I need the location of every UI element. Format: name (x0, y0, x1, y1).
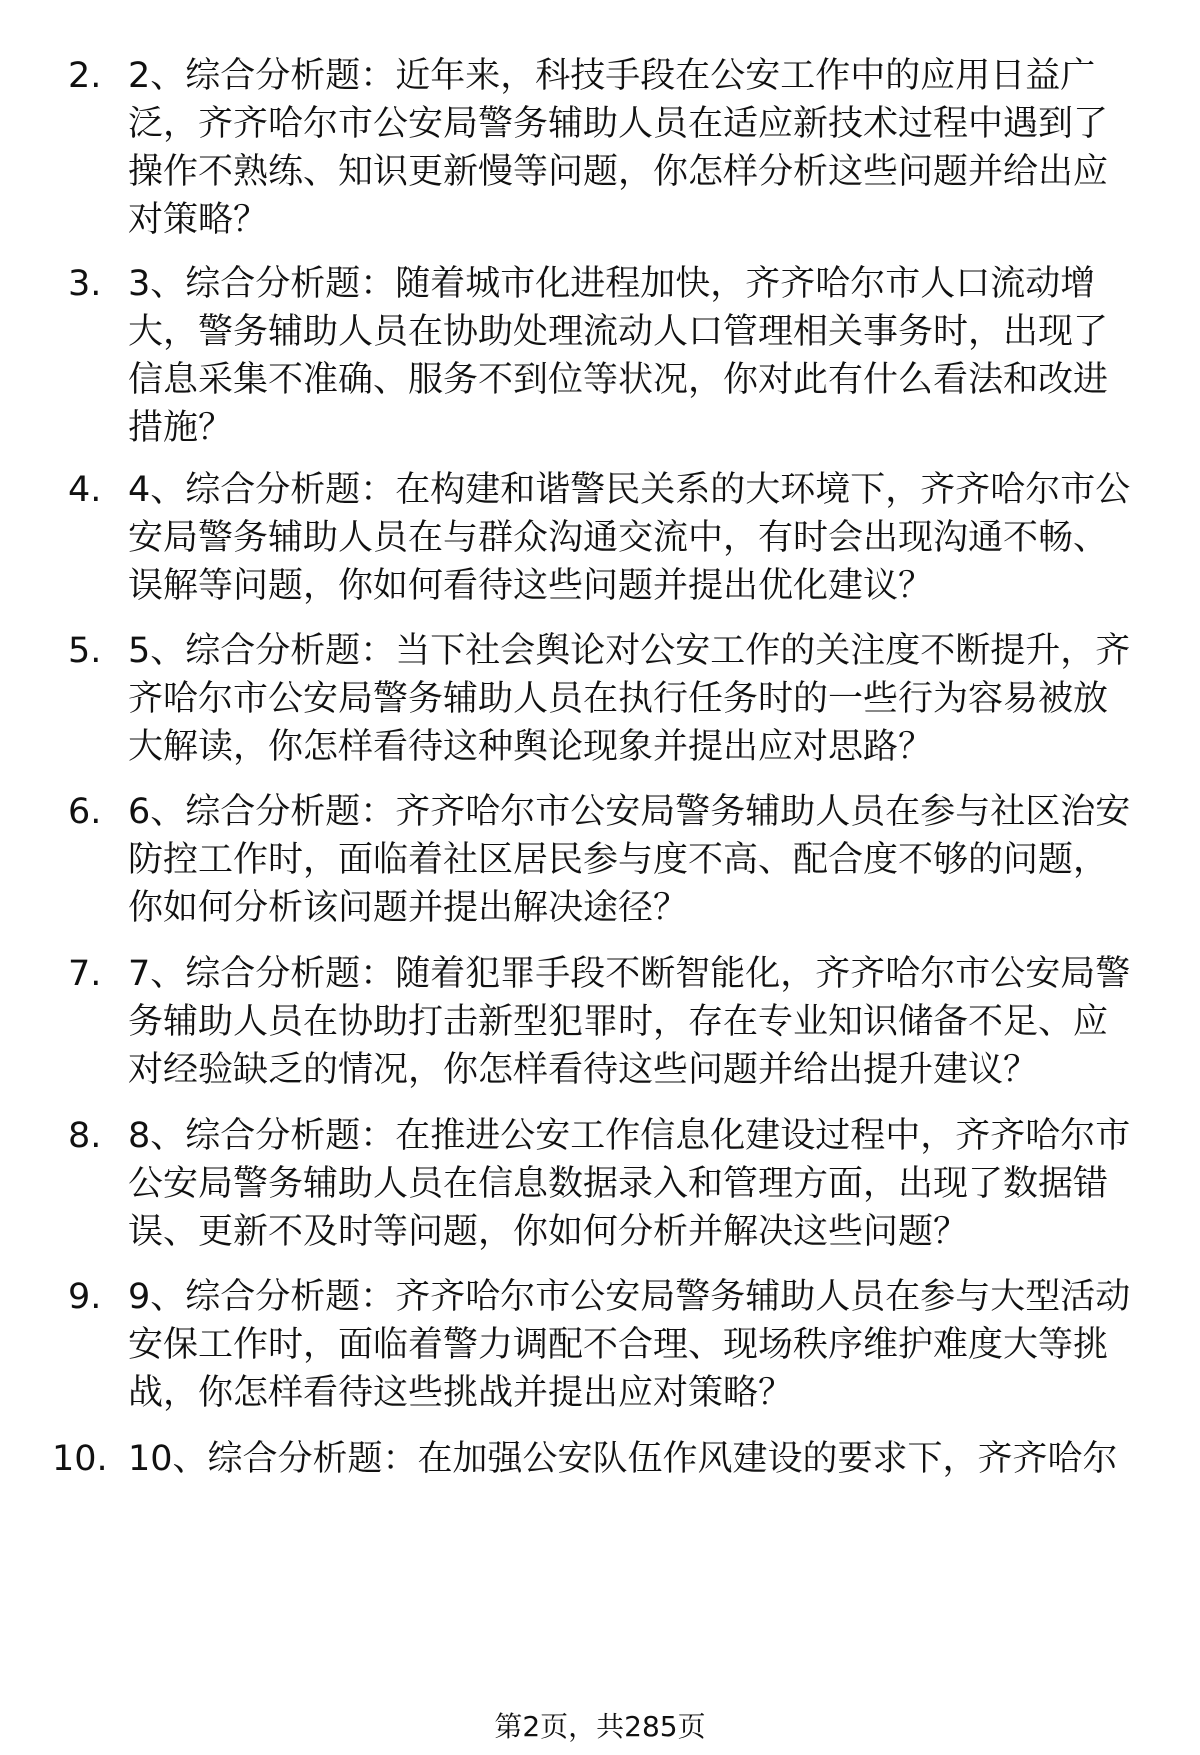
question-number: 5. (68, 631, 102, 671)
question-number: 4. (68, 470, 102, 510)
page-number: 第2页，共285页 (494, 1710, 706, 1743)
question-text: 3、综合分析题：随着城市化进程加快，齐齐哈尔市人口流动增 大，警务辅助人员在协助处理流动人口管理相关事务时，出现了 信息采集不准确、服务不到位等状况，你对此有什么看法和改进 措施？ (128, 264, 1109, 448)
question-number: 10. (52, 1439, 108, 1479)
question-text: 9、综合分析题：齐齐哈尔市公安局警务辅助人员在参与大型活动 安保工作时，面临着警力调配不合理、现场秩序维护难度大等挑 战，你怎样看待这些挑战并提出应对策略？ (128, 1277, 1131, 1413)
question-text: 2、综合分析题：近年来，科技手段在公安工作中的应用日益广 泛，齐齐哈尔市公安局警务辅助人员在适应新技术过程中遇到了 操作不熟练、知识更新慢等问题，你怎样分析这些问题并给出应 对策略？ (128, 56, 1109, 240)
question-text: 5、综合分析题：当下社会舆论对公安工作的关注度不断提升，齐 齐哈尔市公安局警务辅助人员在执行任务时的一些行为容易被放 大解读，你怎样看待这种舆论现象并提出应对思路？ (128, 631, 1131, 767)
question-text: 6、综合分析题：齐齐哈尔市公安局警务辅助人员在参与社区治安 防控工作时，面临着社区居民参与度不高、配合度不够的问题， 你如何分析该问题并提出解决途径？ (128, 792, 1131, 928)
question-text: 10、综合分析题：在加强公安队伍作风建设的要求下，齐齐哈尔 (128, 1439, 1118, 1479)
question-text: 4、综合分析题：在构建和谐警民关系的大环境下，齐齐哈尔市公 安局警务辅助人员在与群众沟通交流中，有时会出现沟通不畅、 误解等问题，你如何看待这些问题并提出优化建议？ (128, 470, 1131, 606)
question-number: 6. (68, 792, 102, 832)
question-number: 3. (68, 264, 102, 304)
question-number: 9. (68, 1277, 102, 1317)
question-text: 8、综合分析题：在推进公安工作信息化建设过程中，齐齐哈尔市 公安局警务辅助人员在信息数据录入和管理方面，出现了数据错 误、更新不及时等问题，你如何分析并解决这些问题？ (128, 1116, 1131, 1252)
question-number: 7. (68, 954, 102, 994)
question-text: 7、综合分析题：随着犯罪手段不断智能化，齐齐哈尔市公安局警 务辅助人员在协助打击新型犯罪时，存在专业知识储备不足、应 对经验缺乏的情况，你怎样看待这些问题并给出提升建议？ (128, 954, 1131, 1090)
question-number: 2. (68, 56, 102, 96)
question-number: 8. (68, 1116, 102, 1156)
